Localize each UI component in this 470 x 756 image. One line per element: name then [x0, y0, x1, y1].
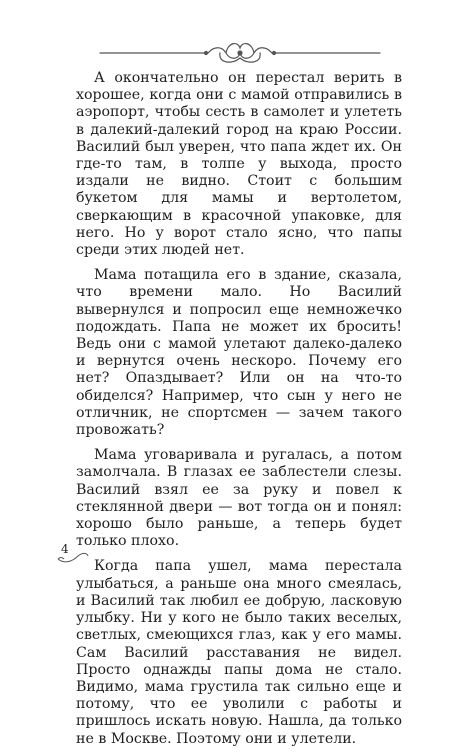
text-block [76, 70, 402, 756]
paragraph: Мама уговаривала и ругалась, а потом замолчала. В глазах ее заблестели слезы. Василий взял ее за руку и повел к стеклянной двери — вот тогда он и понял: хорошо было раньше, а теперь будет только плохо. [76, 447, 402, 550]
paragraph: Когда папа ушел, мама перестала улыбаться, а раньше она много смеялась, и Василий так любил ее добрую, ласковую улыбку. Ни у кого не было таких веселых, светлых, смеющихся глаз, как у его мамы. Сам Василий расставания не видел. Просто однажды папы дома не стало. Видимо, мама грустила так сильно еще и потому, что ее уволили с работы и пришлось искать новую. Нашла, да только не в Москве. Поэтому они и улетели. [76, 558, 402, 747]
paragraph: А окончательно он перестал верить в хорошее, когда они с мамой отправились в аэропорт, чтобы сесть в самолет и улететь в далекий-далекий город на краю России. Василий был уверен, что папа ждет их. Он где-то там, в толпе у выхода, просто издали не видно. Стоит с большим букетом для мамы и вертолетом, сверкающим в красочной упаковке, для него. Но у ворот стало ясно, что папы среди этих людей нет. [76, 70, 402, 259]
page-number: 4 [61, 542, 69, 556]
decorative-scroll-divider-icon [90, 38, 390, 68]
paragraph: Мама потащила его в здание, сказала, что времени мало. Но Василий вывернулся и попросил еще немножечко подождать. Папа не может их бросить! Ведь они с мамой улетают далеко-далеко и вернутся очень нескоро. Почему его нет? Опаздывает? Или он на что-то обиделся? Например, что сын у него не отличник, не спортсмен — зачем такого провожать? [76, 267, 402, 439]
